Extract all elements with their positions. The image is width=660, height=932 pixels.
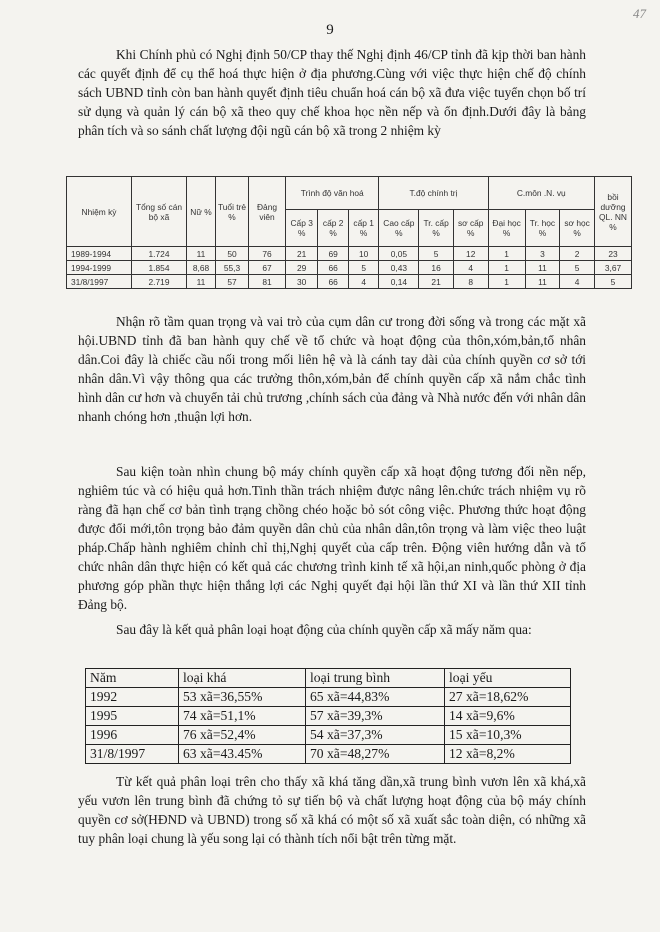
sub-header: Cao cấp % [379, 210, 419, 247]
sub-header: sơ học % [560, 210, 595, 247]
table-cell: 4 [348, 275, 379, 289]
table-cell: 63 xã=43.45% [179, 745, 306, 764]
col-header-term: Nhiệm kỳ [67, 177, 132, 247]
table-row [86, 745, 571, 764]
table-cell: 4 [560, 275, 595, 289]
col-header-year: Năm [86, 669, 179, 688]
sub-header: cấp 2 % [318, 210, 349, 247]
paragraph-residential-clusters: Nhận rõ tầm quan trọng và vai trò của cụm dân cư trong đời sống và trong các mặt xã hội.UBND tỉnh đã ban hành quy chế về tổ chức và hoạt động của thôn,xóm,bản,tổ nhân dân.Coi đây là chiếc cầu nối trong mối liên hệ và là cánh tay dài của chính quyền cơ sở tới nhân dân.Vì vậy thông qua các trưởng thôn,xóm,bản để chính quyền cấp xã nắm chắc tình hình dân cư hơn và chuyển tải chủ trương ,chính sách của đảng và Nhà nước đến với nhân dân nhanh chóng hơn ,thuận lợi hơn. [78, 314, 586, 424]
commune-classification-table [85, 668, 571, 764]
col-header-good: loại khá [179, 669, 306, 688]
col-header-average: loại trung bình [306, 669, 445, 688]
table-cell: 1996 [86, 726, 179, 745]
table-row [86, 707, 571, 726]
table-cell: 1 [488, 275, 525, 289]
table-row [86, 688, 571, 707]
table-cell: 4 [453, 261, 488, 275]
table-cell: 76 xã=52,4% [179, 726, 306, 745]
table-cell: 14 xã=9,6% [445, 707, 571, 726]
table-cell: 31/8/1997 [67, 275, 132, 289]
table-cell: 0,05 [379, 247, 419, 261]
table-cell: 66 [318, 261, 349, 275]
table-cell: 11 [525, 261, 560, 275]
table-cell: 76 [249, 247, 286, 261]
table-cell: 74 xã=51,1% [179, 707, 306, 726]
table-cell: 30 [286, 275, 318, 289]
table-cell: 23 [595, 247, 632, 261]
table-cell: 15 xã=10,3% [445, 726, 571, 745]
table-cell: 8,68 [187, 261, 216, 275]
table-cell: 50 [216, 247, 249, 261]
table-cell: 57 xã=39,3% [306, 707, 445, 726]
page-number: 9 [326, 22, 334, 38]
sub-header: Cấp 3 % [286, 210, 318, 247]
table-cell: 54 xã=37,3% [306, 726, 445, 745]
table-cell: 67 [249, 261, 286, 275]
table-cell: 3 [525, 247, 560, 261]
table-cell: 1 [488, 247, 525, 261]
table-row [67, 275, 632, 289]
col-header-young: Tuổi trẻ % [216, 177, 249, 247]
table-cell: 11 [187, 247, 216, 261]
col-header-training: bồi dưỡng QL. NN % [595, 177, 632, 247]
table-cell: 11 [525, 275, 560, 289]
col-header-female: Nữ % [187, 177, 216, 247]
col-header-specialty: C.môn .N. vụ [488, 177, 594, 210]
table-cell: 0,43 [379, 261, 419, 275]
paragraph-classification-intro: Sau đây là kết quả phân loại hoạt động của chính quyền cấp xã mấy năm qua: [116, 622, 532, 637]
table-cell: 1.854 [132, 261, 187, 275]
table-cell: 65 xã=44,83% [306, 688, 445, 707]
table-cell: 5 [419, 247, 454, 261]
table-cell: 5 [595, 275, 632, 289]
table-cell: 55,3 [216, 261, 249, 275]
col-header-politics: T.độ chính trị [379, 177, 488, 210]
col-header-culture: Trình độ văn hoá [286, 177, 379, 210]
sub-header: Đại học % [488, 210, 525, 247]
table-cell: 69 [318, 247, 349, 261]
table-cell: 5 [348, 261, 379, 275]
table-cell: 0,14 [379, 275, 419, 289]
table-cell: 8 [453, 275, 488, 289]
sub-header: Tr. học % [525, 210, 560, 247]
cadre-quality-table [66, 176, 632, 289]
table-cell: 12 [453, 247, 488, 261]
table-cell: 21 [286, 247, 318, 261]
table-cell: 1989-1994 [67, 247, 132, 261]
table-cell: 2.719 [132, 275, 187, 289]
table-cell: 70 xã=48,27% [306, 745, 445, 764]
sub-header: sơ cấp % [453, 210, 488, 247]
table-cell: 53 xã=36,55% [179, 688, 306, 707]
paragraph-after-consolidation: Sau kiện toàn nhìn chung bộ máy chính quyền cấp xã hoạt động tương đối nền nếp, nghiêm túc và có hiệu quả hơn.Tinh thần trách nhiệm được nâng lên.chức trách nhiệm vụ rõ ràng đã hạn chế cơ bản tình trạng chồng chéo hoặc bỏ sót công việc. Phương thức hoạt động được đổi mới,tôn trọng bảo đảm quyền dân chủ của nhân dân,tôn trọng và làm việc theo luật pháp.Chấp hành nghiêm chỉnh chỉ thị,Nghị quyết của cấp trên. Động viên hướng dẫn và tổ chức nhân dân thực hiện có kết quả các chương trình kinh tế xã hội,an ninh,quốc phòng ở địa phương góp phần thực hiện thắng lợi các Nghị quyết đại hội lần thứ XI và lần thứ XII tỉnh Đảng bộ. [78, 464, 586, 612]
table-cell: 1 [488, 261, 525, 275]
table-cell: 1994-1999 [67, 261, 132, 275]
table-cell: 81 [249, 275, 286, 289]
table-cell: 27 xã=18,62% [445, 688, 571, 707]
table-cell: 12 xã=8,2% [445, 745, 571, 764]
table-cell: 2 [560, 247, 595, 261]
table-cell: 66 [318, 275, 349, 289]
col-header-weak: loại yếu [445, 669, 571, 688]
col-header-total: Tổng số cán bộ xã [132, 177, 187, 247]
table-cell: 16 [419, 261, 454, 275]
col-header-party: Đảng viên [249, 177, 286, 247]
table-cell: 5 [560, 261, 595, 275]
paragraph-conclusion: Từ kết quả phân loại trên cho thấy xã khá tăng dần,xã trung bình vươn lên xã khá,xã yếu vươn lên trung bình đã chứng tỏ sự tiến bộ và chất lượng hoạt động của bộ máy chính quyền cơ sở(HĐND và UBND) trong số xã khá có một số xã xuất sắc toàn diện, có những xã tuy phân loại chung là yếu song lại có thành tích nổi bật trên từng mặt. [78, 774, 586, 846]
table-cell: 11 [187, 275, 216, 289]
table-row [67, 247, 632, 261]
sub-header: Tr. cấp % [419, 210, 454, 247]
table-cell: 57 [216, 275, 249, 289]
table-cell: 1995 [86, 707, 179, 726]
table-cell: 1.724 [132, 247, 187, 261]
table-row [67, 261, 632, 275]
table-cell: 29 [286, 261, 318, 275]
sub-header: cấp 1 % [348, 210, 379, 247]
table-cell: 10 [348, 247, 379, 261]
table-cell: 3,67 [595, 261, 632, 275]
table-cell: 1992 [86, 688, 179, 707]
table-cell: 21 [419, 275, 454, 289]
table-cell: 31/8/1997 [86, 745, 179, 764]
paragraph-intro: Khi Chính phủ có Nghị định 50/CP thay thế Nghị định 46/CP tỉnh đã kịp thời ban hành các quyết định để cụ thể hoá thực hiện ở địa phương.Cùng với việc thực hiện chế độ chính sách UBND tỉnh còn ban hành quyết định tiêu chuẩn hoá cán bộ xã đưa việc tuyển chọn bố trí sử dụng và quản lý cán bộ xã theo quy chế khoa học nền nếp và ổn định.Dưới đây là bảng phân tích và so sánh chất lượng đội ngũ cán bộ xã trong 2 nhiệm kỳ [78, 47, 586, 138]
corner-handwritten-mark: 47 [633, 6, 646, 21]
table-row [86, 726, 571, 745]
